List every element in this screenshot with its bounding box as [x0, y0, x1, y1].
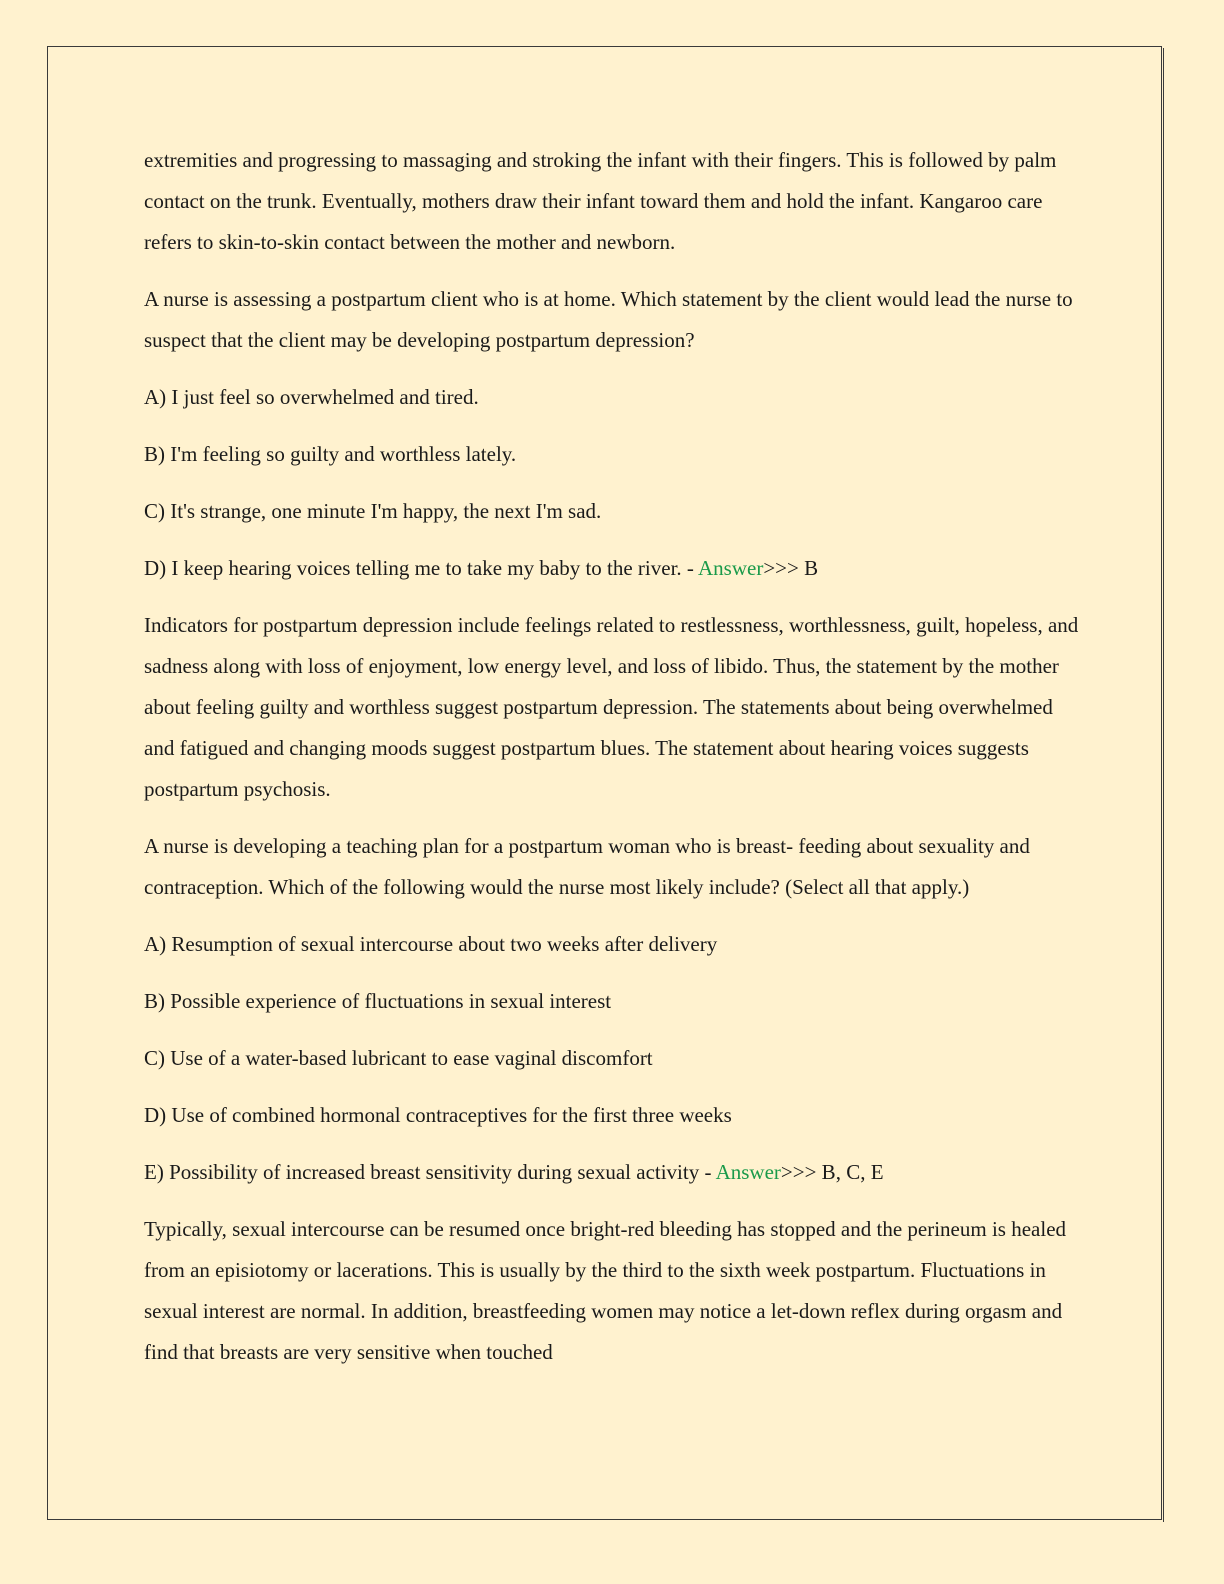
answer-label: Answer — [715, 1160, 781, 1184]
document-body — [144, 140, 1084, 1389]
continued-rationale-paragraph: extremities and progressing to massaging and stroking the infant with their fingers. This is followed by palm contact on the trunk. Eventually, mothers draw their infant toward them and hold the infant. Kangaroo care refers to skin-to-skin contact between the mother and newborn. — [144, 148, 1057, 254]
question-1-option-c: C) It's strange, one minute I'm happy, the next I'm sad. — [144, 499, 602, 523]
question-2-stem: A nurse is developing a teaching plan for a postpartum woman who is breast- feeding about sexuality and contraception. Which of the following would the nurse most likely include? (Select all that apply.) — [144, 834, 1030, 899]
question-2-rationale: Typically, sexual intercourse can be resumed once bright-red bleeding has stopped and the perineum is healed from an episiotomy or lacerations. This is usually by the third to the sixth week postpartum. Fluctuations in sexual interest are normal. In addition, breastfeeding women may notice a let-down reflex during orgasm and find that breasts are very sensitive when touched — [144, 1217, 1067, 1364]
answer-value: >>> B — [763, 556, 819, 580]
answer-label: Answer — [698, 556, 764, 580]
question-1-option-d-text: D) I keep hearing voices telling me to take my baby to the river. - — [144, 556, 698, 580]
question-2-option-e — [144, 1152, 1084, 1193]
answer-value: >>> B, C, E — [780, 1160, 884, 1184]
question-1-option-d — [144, 548, 1084, 589]
question-1-stem: A nurse is assessing a postpartum client who is at home. Which statement by the client would lead the nurse to suspect that the client may be developing postpartum depression? — [144, 287, 1073, 352]
page-border-edge — [1163, 48, 1164, 1522]
question-2-option-c: C) Use of a water-based lubricant to ease vaginal discomfort — [144, 1046, 653, 1070]
question-1-rationale: Indicators for postpartum depression include feelings related to restlessness, worthlessness, guilt, hopeless, and sadness along with loss of enjoyment, low energy level, and loss of libido. Thus, the statement by the mother about feeling guilty and worthless suggest postpartum depression. The statements about being overwhelmed and fatigued and changing moods suggest postpartum blues. The statement about hearing voices suggests postpartum psychosis. — [144, 613, 1079, 801]
question-1-option-a: A) I just feel so overwhelmed and tired. — [144, 385, 479, 409]
question-2-option-b: B) Possible experience of fluctuations in sexual interest — [144, 989, 612, 1013]
question-1-option-b: B) I'm feeling so guilty and worthless lately. — [144, 442, 517, 466]
question-2-option-a: A) Resumption of sexual intercourse about two weeks after delivery — [144, 932, 718, 956]
question-2-option-e-text: E) Possibility of increased breast sensitivity during sexual activity - — [144, 1160, 716, 1184]
question-2-option-d: D) Use of combined hormonal contraceptives for the first three weeks — [144, 1103, 732, 1127]
